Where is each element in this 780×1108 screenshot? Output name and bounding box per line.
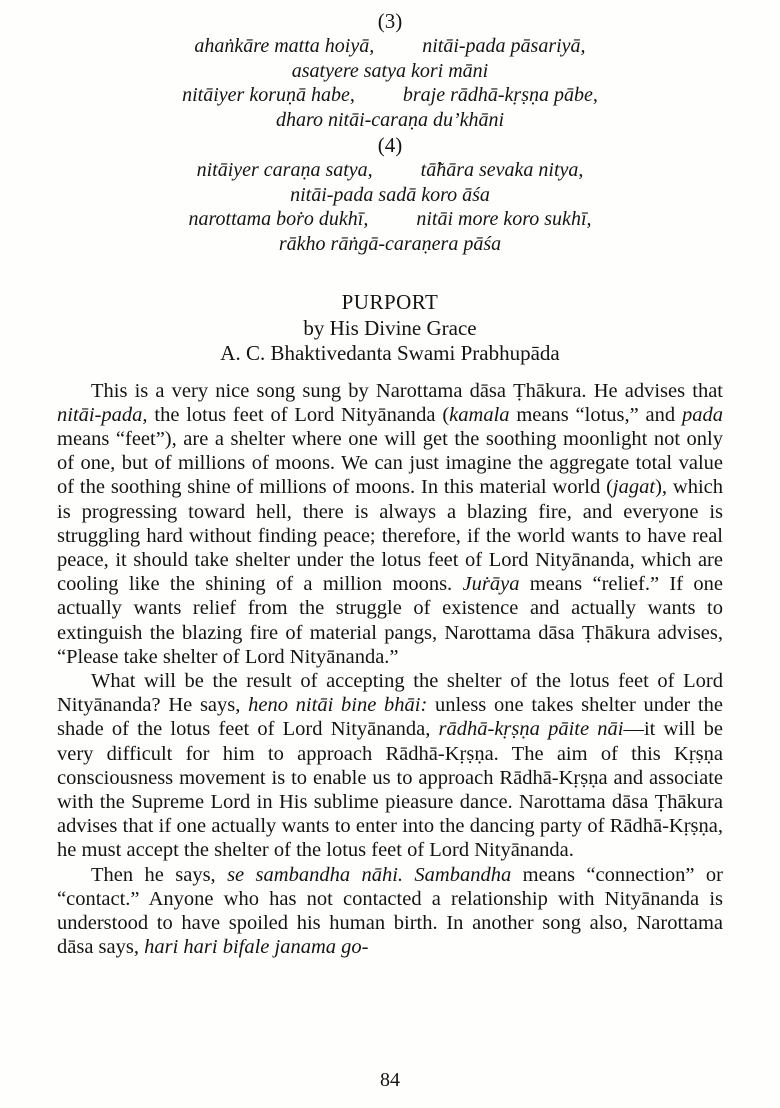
italic-term: kamala <box>449 403 510 426</box>
verse-4 <box>0 132 780 256</box>
verse-line-right: tā̃hāra sevaka nitya, <box>420 159 584 181</box>
purport-header <box>0 290 780 367</box>
verse-line: asatyere satya kori māni <box>291 59 489 82</box>
italic-term: hari hari bifale janama go- <box>144 936 369 959</box>
italic-term: nitāi-pada, <box>57 403 148 426</box>
purport-byline-grace: by His Divine Grace <box>303 315 477 340</box>
verse-line <box>0 158 780 183</box>
verse-line-left: narottama boṙo dukhī, <box>188 208 369 230</box>
verse-line-right: nitāi-pada pāsariyā, <box>422 35 586 57</box>
italic-term: se sambandha nāhi. Sambandha <box>227 863 512 886</box>
italic-term: pada <box>681 403 723 426</box>
purport-heading: PURPORT <box>341 290 439 314</box>
purport-paragraph: Then he says, se sambandha nāhi. Sambandha means “connection” or “contact.” Anyone who has not contacted a relationship with Nityānanda is understood to have spoiled his human birth. In another song also, Narottama dāsa says, hari hari bifale janama go- <box>57 863 723 959</box>
purport-paragraph: This is a very nice song sung by Narottama dāsa Ṭhākura. He advises that nitāi-pada, the lotus feet of Lord Nityānanda (kamala means “lotus,” and pada means “feet”), are a shelter where one will get the soothing moonlight not only of one, but of millions of moons. We can just imagine the aggregate total value of the soothing shine of millions of moons. In this material world (jagat), which is progressing toward hell, there is always a blazing fire, and everyone is struggling hard without finding peace; therefore, if the world wants to have real peace, it should take shelter under the lotus feet of Lord Nityānanda, which are cooling like the shining of a million moons. Juṙāya means “relief.” If one actually wants relief from the struggle of existence and actually wants to extinguish the blazing fire of material pangs, Narottama dāsa Ṭhākura advises, “Please take shelter of Lord Nityānanda.” <box>57 379 723 668</box>
purport-paragraph: What will be the result of accepting the shelter of the lotus feet of Lord Nityānanda? He says, heno nitāi bine bhāi: unless one takes shelter under the shade of the lotus feet of Lord Nityānanda, rādhā-kṛṣṇa pāite nāi—it will be very difficult for him to approach Rādhā-Kṛṣṇa. The aim of this Kṛṣṇa consciousness movement is to enable us to approach Rādhā-Kṛṣṇa and associate with the Supreme Lord in His sublime pieasure dance. Narottama dāsa Ṭhākura advises that if one actually wants to enter into the dancing party of Rādhā-Kṛṣṇa, he must accept the shelter of the lotus feet of Lord Nityānanda. <box>57 669 723 862</box>
verse-3 <box>0 8 780 132</box>
page-footer <box>0 1069 780 1092</box>
verse-line <box>0 34 780 59</box>
italic-term: Juṙāya <box>462 573 520 596</box>
verse-line: nitāi-pada sadā koro āśa <box>290 183 490 206</box>
verse-line: dharo nitāi-caraṇa du’khāni <box>275 108 505 131</box>
verse-line-left: nitāiyer caraṇa satya, <box>196 159 373 181</box>
verse-line <box>0 207 780 232</box>
verse-line-right: braje rādhā-kṛṣṇa pābe, <box>402 84 598 106</box>
purport-body <box>57 379 723 960</box>
song-verses <box>0 8 780 256</box>
verse-line-left: nitāiyer koruṇā habe, <box>182 84 355 106</box>
verse-number: (3) <box>377 9 403 33</box>
verse-number: (4) <box>377 133 403 157</box>
page-number: 84 <box>380 1069 400 1091</box>
purport-byline-author: A. C. Bhaktivedanta Swami Prabhupāda <box>220 341 560 365</box>
verse-line <box>0 83 780 108</box>
italic-term: heno nitāi bine bhāi: <box>248 694 428 717</box>
verse-line: rākho rāṅgā-caraṇera pāśa <box>278 232 502 255</box>
verse-line-left: ahaṅkāre matta hoiyā, <box>194 35 375 57</box>
verse-line-right: nitāi more koro sukhī, <box>416 208 592 230</box>
italic-term: rādhā-kṛṣṇa pāite nāi <box>438 718 624 741</box>
italic-term: jagat <box>612 476 656 499</box>
